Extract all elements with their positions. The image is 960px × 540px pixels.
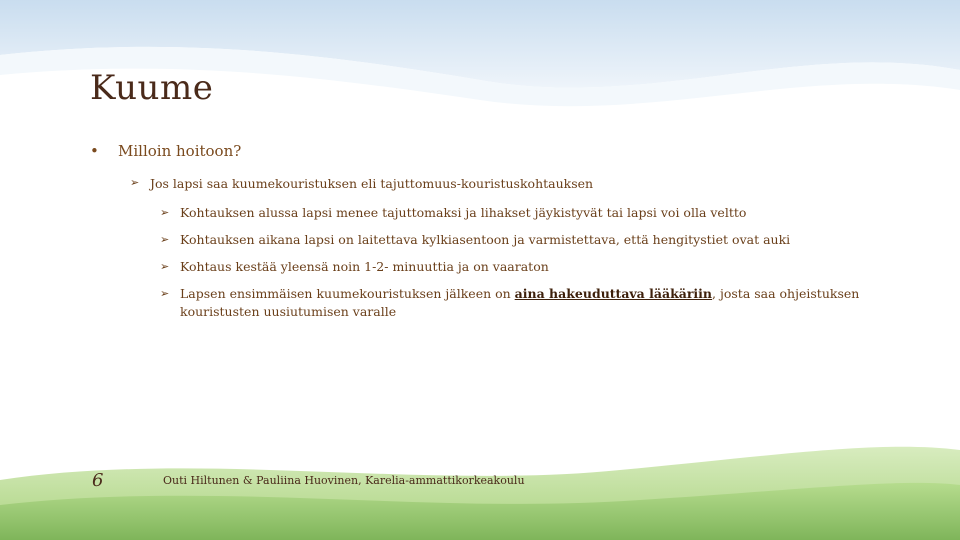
sub-bullet: [130, 176, 593, 191]
page-number: 6: [92, 470, 104, 491]
arrow-bullet-icon: ➢: [160, 206, 170, 219]
last-point-after: , josta saa ohjeistuksen kouristusten uusiutumisen varalle: [180, 286, 860, 319]
footer-text: Outi Hiltunen & Pauliina Huovinen, Karelia-ammattikorkeakoulu: [163, 474, 525, 487]
arrow-bullet-icon: ➢: [130, 176, 140, 189]
main-bullet-text: Milloin hoitoon?: [118, 142, 242, 160]
arrow-bullet-icon: ➢: [160, 233, 170, 246]
arrow-bullet-icon: ➢: [160, 287, 170, 300]
main-bullet: [90, 142, 241, 160]
list-item: ➢ Kohtauksen alussa lapsi menee tajuttomaksi ja lihakset jäykistyvät tai lapsi voi olla veltto: [160, 205, 747, 220]
list-item: ➢ Kohtauksen aikana lapsi on laitettava kylkiasentoon ja varmistettava, että hengitystiet ovat auki: [160, 232, 791, 247]
slide-title: Kuume: [90, 68, 214, 108]
last-point-before: Lapsen ensimmäisen kuumekouristuksen jälkeen on: [180, 286, 515, 301]
arrow-bullet-icon: ➢: [160, 260, 170, 273]
list-item: ➢ Kohtaus kestää yleensä noin 1-2- minuuttia ja on vaaraton: [160, 259, 549, 274]
bullet-dot-icon: •: [90, 142, 99, 160]
emphasis-text: aina hakeuduttava lääkäriin: [514, 286, 713, 301]
sub-bullet-text: Jos lapsi saa kuumekouristuksen eli tajuttomuus-kouristuskohtauksen: [150, 176, 594, 191]
list-item: [160, 285, 880, 321]
